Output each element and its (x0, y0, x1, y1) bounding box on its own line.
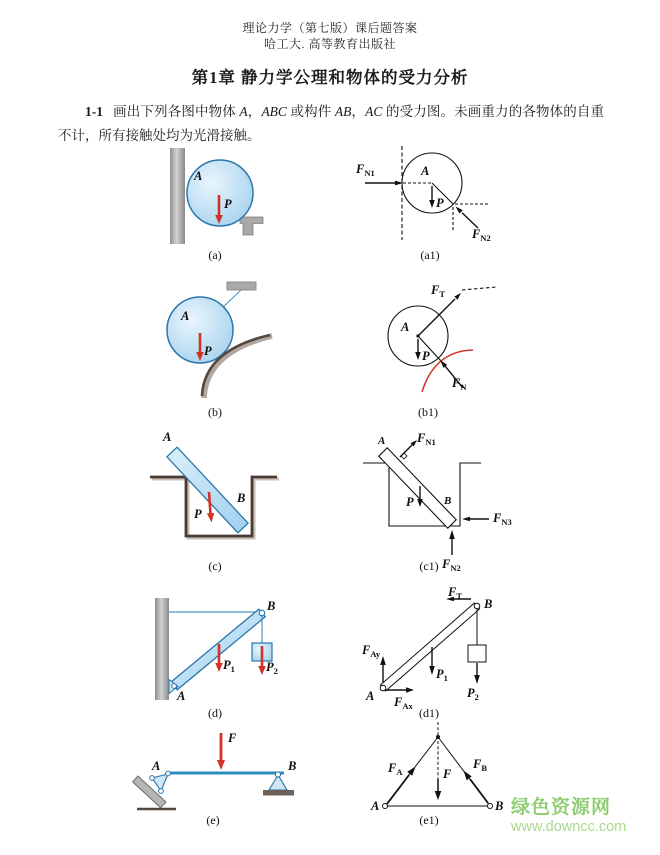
fn2-sub: N2 (450, 563, 461, 573)
string (224, 290, 241, 307)
p2-base: P (467, 686, 475, 700)
problem-number: 1-1 (85, 104, 103, 119)
fn2-arrowhead (449, 530, 455, 539)
fig-d1-label-P1 (436, 668, 448, 683)
fig-e1-label-F: F (443, 767, 452, 781)
fig-c1-label-A: A (378, 435, 386, 447)
fig-b1-label-P: P (422, 349, 430, 363)
figure-a-drawing (170, 148, 263, 244)
fig-a-label-P: P (224, 197, 232, 211)
figure-a1-drawing (365, 146, 488, 240)
fig-a1-label-A: A (421, 164, 430, 178)
fig-d-caption: (d) (208, 706, 222, 720)
fig-c1-label-P: P (406, 495, 414, 509)
fig-c1-label-FN2 (442, 558, 461, 573)
fn2-sub: N2 (480, 233, 491, 243)
fig-d1-label-B: B (484, 597, 493, 611)
fig-d1-label-A: A (366, 689, 375, 703)
ft-arrowhead (454, 293, 461, 300)
fa-arrow (387, 775, 409, 804)
fig-d1-label-FAx (394, 696, 413, 711)
fig-a-caption: (a) (208, 248, 222, 262)
rod-outline (379, 448, 456, 528)
force-P-arrowhead (207, 513, 214, 523)
fig-c1-label-B: B (444, 495, 452, 507)
fig-d-label-P1 (223, 659, 235, 674)
fig-e1-label-B: B (495, 799, 504, 813)
force-P-arrow (209, 492, 211, 514)
force-P2-arrowhead (258, 666, 266, 675)
watermark-site-name: 绿色资源网 (511, 797, 612, 818)
fn3-arrowhead (462, 517, 470, 522)
fn1-sub: N1 (425, 437, 436, 447)
p-arrowhead (415, 352, 421, 360)
fig-d-label-B: B (267, 599, 276, 613)
fig-c-caption: (c) (208, 559, 222, 573)
ft-sub: T (456, 591, 463, 601)
fig-a1-caption: (a1) (420, 248, 440, 262)
fig-e-caption: (e) (206, 813, 220, 827)
fig-c1-label-FN1 (417, 432, 436, 447)
problem-segA: A (239, 104, 248, 119)
fay-base: F (362, 643, 371, 657)
fig-a1-label-FN1 (356, 163, 375, 178)
fig-e1-label-FB (473, 758, 487, 773)
roller-pin-3 (159, 789, 164, 794)
pin-B (275, 772, 280, 777)
figure-c1-drawing (363, 440, 489, 555)
fn-sub: N (460, 382, 467, 392)
fig-d1-label-P2 (467, 687, 479, 702)
bar-outline (380, 603, 479, 691)
roller-pin-2 (150, 776, 155, 781)
ft-base: F (448, 585, 457, 599)
fig-b1-caption: (b1) (418, 405, 438, 419)
pin-A (383, 804, 388, 809)
fb-base: F (473, 757, 482, 771)
fn3-sub: N3 (501, 517, 512, 527)
fn2-base: F (472, 227, 481, 241)
pin-B (488, 804, 493, 809)
problem-segAC: AC (365, 104, 383, 119)
corner-step (240, 217, 263, 235)
p1-base: P (223, 658, 231, 672)
p2-arrowhead (474, 675, 480, 684)
fax-sub: Ax (402, 701, 413, 711)
p2-base: P (266, 660, 274, 674)
fn2-arrow (462, 213, 478, 228)
p2-sub: 2 (273, 666, 278, 676)
figure-b1-drawing (388, 287, 496, 392)
ceiling-bracket (227, 282, 256, 290)
fn2-base: F (442, 557, 451, 571)
chapter-title: 第1章 静力学公理和物体的受力分析 (191, 68, 469, 87)
ground-block-B (263, 790, 294, 796)
p1-sub: 1 (443, 673, 448, 683)
fig-b-caption: (b) (208, 405, 222, 419)
fig-b1-label-A: A (401, 320, 410, 334)
watermark (511, 798, 656, 836)
weight-box (468, 645, 486, 662)
rod-AB (167, 447, 248, 533)
fay-arrowhead (380, 656, 386, 665)
fig-c-label-B: B (237, 491, 246, 505)
header-line-1: 理论力学（第七版）课后题答案 (242, 21, 418, 35)
p1-base: P (436, 667, 444, 681)
apex-dot (436, 735, 440, 739)
fig-d1-caption: (d1) (419, 706, 439, 720)
fig-a-label-A: A (194, 169, 203, 183)
watermark-url: www.downcc.com (511, 818, 627, 835)
fb-sub: B (481, 763, 488, 773)
fig-c-label-P: P (194, 507, 202, 521)
fa-base: F (388, 761, 397, 775)
force-F-arrowhead (217, 760, 225, 770)
fig-d1-label-FAy (362, 644, 380, 659)
fb-arrow (470, 779, 488, 803)
fig-b1-label-FT (431, 284, 445, 299)
p2-sub: 2 (474, 692, 479, 702)
ft-base: F (431, 283, 440, 297)
fig-a1-label-P: P (436, 196, 444, 210)
fig-e-label-F: F (228, 731, 237, 745)
problem-seg3: 或构件 (286, 104, 335, 119)
p-arrowhead (429, 200, 435, 208)
fn1-sub: N1 (364, 168, 375, 178)
pin-B (259, 610, 265, 616)
pin-B (474, 603, 480, 609)
fig-c-label-A: A (163, 430, 172, 444)
pin-A (380, 685, 386, 691)
force-P1-arrowhead (215, 663, 223, 672)
f-arrowhead (435, 791, 442, 800)
p1-sub: 1 (230, 664, 235, 674)
fn-base: F (452, 376, 461, 390)
fig-e-label-A: A (152, 759, 161, 773)
fig-d1-label-FT (448, 586, 462, 601)
fig-e1-label-FA (388, 762, 402, 777)
figure-b-drawing (167, 282, 272, 398)
fay-sub: Ay (370, 649, 381, 659)
fig-b1-label-FN (452, 377, 466, 392)
fig-c1-caption: (c1) (419, 559, 439, 573)
fn2-arrowhead (456, 207, 463, 214)
wall (170, 148, 185, 244)
fax-arrowhead (406, 687, 414, 693)
header-line-2: 哈工大. 高等教育出版社 (263, 37, 396, 51)
ft-arrow (418, 299, 455, 336)
problem-seg4: ， (351, 104, 366, 119)
fig-d-label-P2 (266, 661, 278, 676)
fig-c1-label-FN3 (493, 512, 512, 527)
pin-A (172, 684, 177, 689)
fig-b-label-P: P (204, 344, 212, 358)
fig-b-label-A: A (181, 309, 190, 323)
ft-sub: T (439, 289, 446, 299)
wall (155, 598, 169, 700)
figure-c-drawing (150, 447, 279, 538)
p-arrowhead (417, 499, 423, 507)
fa-sub: A (396, 767, 403, 777)
figure-d-drawing (155, 598, 272, 700)
p1-arrowhead (429, 666, 435, 675)
fax-base: F (394, 695, 403, 709)
figure-d1-drawing (380, 597, 486, 693)
problem-seg1: 画出下列各图中物体 (113, 104, 240, 119)
fig-e-label-B: B (288, 759, 297, 773)
fn1-base: F (417, 431, 426, 445)
fa-arrowhead (407, 767, 415, 776)
ceiling-dash (462, 287, 496, 290)
fig-d-label-A: A (177, 689, 186, 703)
fig-e1-label-A: A (371, 799, 380, 813)
problem-segABC: ABC (261, 104, 287, 119)
problem-segAB: AB (334, 104, 352, 119)
fn1-base: F (356, 162, 365, 176)
problem-seg5: 的受力图。未画重力的各物体的自重不计，所有接触处均为光滑接触。 (58, 104, 605, 143)
roller-pin-1 (166, 771, 171, 776)
fig-e1-caption: (e1) (419, 813, 439, 827)
fig-a1-label-FN2 (472, 228, 491, 243)
fn3-base: F (493, 511, 502, 525)
problem-seg2: ， (247, 104, 262, 119)
